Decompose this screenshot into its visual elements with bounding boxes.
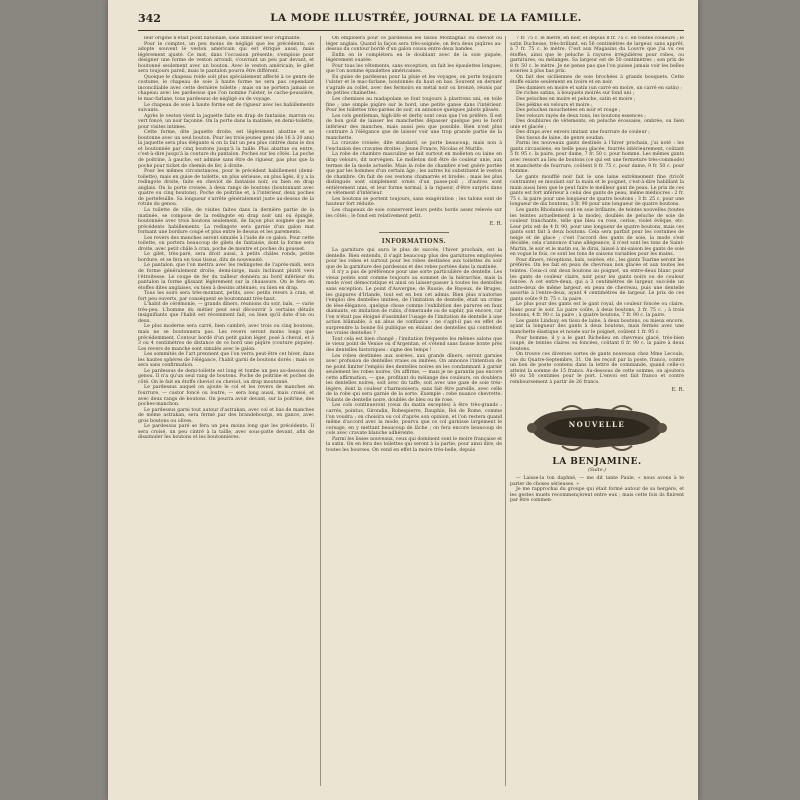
paragraph: L'habit de cérémonie, — grands dîners, réunions du soir, bals, — varie très-peu. L'homme du métier peut seul découvrir à certains détails insignifiants que l'habit est récemment fait, ou bien qu'il date d'un ou deux. (138, 302, 314, 324)
paragraph: Le pardessus auquel on ajoute le col et les revers de manches en fourrure, — castor foncé ou loutre, — sera long aussi, mais croisé, et avec deux rangs de boutons. On pourra avoir devant, sur la poitrine, des poches-manchon. (138, 385, 314, 408)
paragraph: Les sommités de l'art prennent que l'on verra peut-être cet hiver, dans les hautes sphères de l'élégance, l'habit garni de boutons dorés ; mais ce sera sans confirmation. (138, 352, 314, 369)
paragraph: Le pardessus paré se fera un peu moins long que les précédents. Il sera croisé, un peu cintré à la taille, avec sous-patte devant, afin de dissimuler les boutons et les boutonnières. (138, 424, 314, 441)
paragraph: Les revers des manches seront simulés à l'aide de ce galon. Pour cette toilette, on portera beaucoup de gilets de fantaisie, dont la forme sera droite, avec petit châle à cran, poche de montre et poches du gousset. (138, 235, 314, 252)
paragraph: Le plus pour des gants est le gant royal, de couleur foncée ou claire, blanc pour le soir. La paire coûte, à deux boutons, 3 fr. 75 c. ; à trois boutons, 4 fr. 90 c. la paire ; à quatre boutons, 7 fr. 90 c. la paire. (510, 302, 684, 319)
page-number: 342 (138, 12, 161, 25)
paragraph: Des tissus de laine, de genre soudan. (516, 135, 605, 141)
paragraph: De riches satins, à bouquets moirés sur fond uni ; (516, 91, 635, 97)
paragraph: Enfin on le complétera en le doublant avec de la soie piquée, légèrement ouatée. (326, 52, 502, 64)
paragraph: Quoique le chapeau roide soit plus spécialement affecté à ce genre de costume, le chapeau de soie à haute forme ne sera pas cependant inconciliable avec cette dernière toilette ; mais on ne portera jamais ce chapeau avec les pardessus que l'on nomme l'ulster, le cache-poussière, le mac-farlane, tous pardessus de négligé ou de voyage. (138, 74, 314, 103)
paragraph: Les boutons se portent toujours, sans exagération ; les talons sont de hauteur fort réduite. (326, 196, 502, 208)
paragraph: Des peluches mouchetées en noir et rouge ; (516, 108, 621, 114)
paragraph: En guise de pardessus pour la pluie et les voyages, on porte toujours l'ulster et le mac-farlane, boutonnés du haut en bas. Souvent on dernier s'agrafe au collet, avec des fermoirs en métal noir ou bronzé, réunis par de petites chaînettes. (326, 74, 502, 97)
running-title: LA MODE ILLUSTRÉE, JOURNAL DE LA FAMILLE. (270, 12, 582, 24)
paragraph: Les chapeaux de soie conservent leurs petits bords assez relevés sur les côtés ; le fond est relativement petit. (326, 207, 502, 219)
story-subtitle: (Suite.) (588, 467, 606, 473)
paragraph: Cette forme, dite jaquette droite, est légèrement abattue et se boutonne avec un seul bouton. Pour les trois-jeunes gens (de 16 à 20 ans) la jaquette sera plus élégante si on la fait un peu plus cintrée dans le dos et boutonnée par cinq boutons jusqu'à la taille. Plus abattue ou entre, c'est-à-dire jusqu'à la couture du pantalon. Poches sur les côtés. La poche de poitrine, à gauche, est admise sans être de rigueur, pas plus que la poche pour ticket de chemin de fer, à droite. (138, 130, 314, 169)
paragraph: Je me rapprochai du groupe qui était formé autour de sa bergère, et les gestes muets recommençèrent entre eux ; mais cette fois ils finirent par être commen- (510, 487, 684, 504)
column-middle (326, 36, 502, 788)
paragraph: Pour le comptet, un peu moins de négligé que les précédents, on adopte souvent le veston américain qui est étriqué aussi, mais légèrement ajusté. Ce mot, dans l'occasion présente, s'emploie pour désigner une forme de veston arrondi, s'ouvrant un peu par devant, et boutonné seulement avec un bouton. Avec le veston américain, le gilet sera toujours pareil, mais le pantalon pourra être différent. (138, 41, 314, 75)
informations-heading: INFORMATIONS. (381, 237, 447, 245)
paragraph: Pour les mêmes circonstances, pour le précédent habillement (demi-toilette), mais en guise de toilette, un plus sérieuse, on plus âgés, il y a la redingote droite, faite en cheviot de fantaisie noir, ou bien en drap anglais. On la porte croisée, à deux rangs de boutons (boutonnant avec quatre ou cinq boutons). Poche de poitrine et, à l'intérieur, deux poches de portefeuille. Sa longueur s'arrête généralement juste au-dessus de la rotule du genou. (138, 169, 314, 208)
paragraph: Parmi les lisses nouveaux, ceux qui dominent sont le moire française et la satin. On en fera des toilettes qui seront à la partie, pour ainsi dire, de toutes les bourses. On vend en effet la moire très-belle, depuis (326, 436, 502, 453)
paragraph: Parmi les nouveaux gants destinés à l'hiver prochain, j'ai noté : les gants circassiens, en belle peau glacée, fourrés intérieurement, coûtant 5 fr. 95 c. la paire, pour dame, 7 fr. 50 c. pour homme. Les mêmes gants avec ressort au lieu de boutons (ce qui est une fermeture très-commode) et manchette de fourrure, coûtent 8 fr. 75 c. pour dame, 9 fr. 50 c. pour homme. (510, 141, 684, 175)
paragraph: — Laisse-la ton daphné, — me dit tante Paule, « nous avons à te parler de choses sérieuses. » (510, 476, 684, 487)
paragraph: 7 fr. 75 c. le mètre, en noir, et depuis 8 fr. 75 c. en toutes couleurs ; le satin Duchesse, très-brillant, en 56 centimètres de largeur, sans apprêt, à 7 fr. 75 c. le mètre. C'est aux Magasins du Louvre que j'ai vu ces étoffes, ainsi que le peluche à rayures irrégulières pour robes, ou garnitures, ou mélanges. Sa largeur est de 50 centimètres ; son prix de 8 fr. 50 c. le mètre. Je ne pense pas que l'on puisse jamais voir les belles soieries à plus bas prix. (510, 36, 684, 75)
paragraph: Des pékins en velours et moire ; (516, 102, 593, 108)
paragraph: Après le veston vient la jaquette faite en drap de fantaisie, marron ou vert foncé, un noir façonné. On la porte dans la matinée, en demi-toilette, pour visites intimes. (138, 113, 314, 130)
nouvelle-label: NOUVELLE (568, 420, 626, 429)
paragraph: La garniture qui aura le plus de succès, l'hiver prochain, est la dentelle. Bien entendu, il s'agit beaucoup plus des garnitures employées pour les robes et surtout pour les robes destinées aux toilettes du soir que de la garniture des pardessus et des robes portées dans la matinée. (326, 248, 502, 270)
paragraph: Les gants Rhodanés sont en soie brillante, de teintes nouvelles (toutes les teintes actuellement à la mode), doublés de peluche de soie de couleur tranchante, telle que bleu ou rose, cerise, violet évêque, etc. Leur prix est de 4 fr. 90, pour une longueur de quatre boutons, mais ces gants sont fait à deux boutons. Cela sera parfait pour les costumes de neige et de glace ; c'est l'accord des gants de soie, la mode s'est décidée, cela s'annonce d'une allégeance, il n'est sont les tons de Saint-Martin, le soir et le matin ou, le dirai, laissé à mi-saison les gants de soie en vogue le fois, ce sont les tons de saisons variables pour les mains. (510, 207, 684, 258)
paragraph: Le plus moderne sera carré, bien cambré, avec trois ou cinq boutons, mais ne se boutonnera pas. Les revers seront moins longs que précédemment. Contour bordé d'un petit galon léger, posé à cheval, et à 3 ou 4 centimètres de distance de ce bord une piqûre (couture piquée). Les revers de manche sont simulés avec le galon. (138, 324, 314, 352)
paragraph: Les gants Lindsay, en tissu de laine, à deux boutons, ou mieux encore, ayant la longueur des gants à deux boutons, mais fermés avec une manchette élastique et nouée sur le poignet, coûtent 1 fr. 95 c. (510, 318, 684, 335)
paragraph: Les chemises au madapolam se font toujours à plastrons uni, en toile fine ; une simple piqûre sur le bord, une petite ganse dans l'intérieur. Pour les toilettes très-parées de soir, on annonce quelques jabots plissés. (326, 97, 502, 114)
page-header (138, 12, 684, 28)
paragraph: Des damiers en moire et satin (un carré en moire, un carré en satin) ; (516, 85, 682, 91)
paragraph: Des draps avec envers imitant une fourrure de couleur ; (516, 130, 650, 136)
section-divider (379, 232, 449, 233)
column-right (510, 36, 684, 788)
paragraph: leur origine n'était point nationale, sans diminuer leur originalité. (144, 36, 301, 41)
paragraph: On fait des siciliennes de soie brochées à grands bouquets. Cette étoffe existe seulement en ivoire et en noir. (510, 74, 684, 86)
paragraph: On emploiera pour ce pardessus les tissus Montagnac ou cheviot ou léger anglais. Quand la façon sera très-soignée, on fera deux piqûres au-dessus du contour bordé d'un galon cousu entre deux bandes. (326, 36, 502, 53)
paragraph: Le pantalon, que l'on mettra avec les redingotes de l'après-midi, sera de forme généralement droite, demi-large, mais inclinant plutôt vers l'étroitesse. Le coupe de fer du tailleur donnera au bord inférieur du pantalon la forme glissant légèrement sur la chaussure. On le fera en étoffes dites anglaises, ou bien à dessins atténués, ou bien en drap. (138, 263, 314, 291)
signature: E. R. (671, 387, 684, 394)
nouvelle-cartouche (522, 402, 672, 454)
paragraph: Le chapeau de soie à haute forme est de rigueur avec les habillements suivants. (138, 102, 314, 114)
paragraph: Le pardessus garni tout autour d'astrakan, avec col et bas de manches de même astrakan, sera fermé par des brandebourgs, en gance, avec gros boutons ou olives. (138, 407, 314, 424)
paragraph: Il n'y a pas de préférence pour une sorte particulière de dentelle. Les vieux points sont comme toujours au sommet de la hiérarchie, mais la mode n'est démocratique et ainsi on laisser-passer à toutes les dentelles sans exception. Le point d'Auvergne, de Russie, de Bayeux, de Bruges, les guipures d'Irlande, tout est en bon cet admis. Rien plus n'autorise l'emploi des dentelles imitées, de l'imitation de dentelle, était un crime de lèse-élégance, quelque chose comme l'exhibition des parures en faux diamants, en imitation de rubis, d'émeraude ou de saphir, pis encore, car l'on n'était pas éloigné d'assimiler l'usage de l'imitation de dentelle à une action blâmable, à un abus de confiance : ne s'agit-il pas en effet de surprendre la bonne foi publique en étalant des dentelles qui contrefont les vraies dentelles ? (326, 270, 502, 337)
paragraph: Les cols continueront (ceux du matin exceptés) à être très-grands : carrés, pointus, Girondin, Robespierre, Dauphin, Roi de Rome, comme l'on voudra ; on choisira ou col d'après son opinion, et l'on restera quand même d'accord avec la mode, pourvu que ce col garnisse largement le corsage, en y mettant beaucoup de lâche ; on fera encore beaucoup de cols avec cravate blanche adhérente. (326, 403, 502, 437)
paragraph: Le gants moufflé noir fait le une laine extrêmement fine (tricôt contrainte) se moulant sur la main et le poignet, c'est-à-dire habillant la main aussi bien que le peut faire le meilleur gant de peau. Le prix de ces gants est fort inférieur à celui des gants de peau, même médiocres : 2 fr. 75 c. la paire pour une longueur de quatre boutons ; 3 fr. 25 c. pour une longueur de dix boutons, 3 fr. 90 pour une longueur de quatre boutons. (510, 174, 684, 208)
paragraph: Le pardessus de demi-toilette est long et tombe un peu au-dessous du genou. Il n'a qu'un seul rang de boutons. Poche de poitrine et poches de côté. On le fait en étoffe cheviot ou cheviot, un drap moutonné. (138, 368, 314, 385)
paragraph: Pour homme, il y a le gant Richelieu en chevreau glacé, très-bien coupé, de teintes claires ou foncées, coûtant 6 fr. 90 c. la paire à deux boutons. (510, 335, 684, 352)
paragraph: Le gilet, très-paré, sera droit aussi, à petits châles ronds, petite bordure, et se fera en tous tissus, dits de nouveauté. (138, 252, 314, 263)
paragraph: On trouve ces diverses sortes de gants nouveaux chez Mme Lecouls, rue du Quatre-Septembre, 31. On les reçoit par la poste, franco, contre un bon de poste contenu dans la lettre de commande, quand celle-ci atteint la somme de 15 francs. Au-dessous de cette somme, on ajoutera 40 ou 50 centimes pour le port. L'envoi est fait franco et contre remboursement à partir de 26 francs. (510, 352, 684, 385)
paragraph: Des peluches en moire et peluche, satin et moire ; (516, 97, 636, 103)
journal-page (108, 0, 698, 800)
story-title: LA BENJAMINE. (552, 457, 642, 467)
column-left (138, 36, 314, 788)
column-rule (505, 36, 506, 786)
paragraph: Pour tous les vêtements, sans exception, on fait les épaulettes longues, que l'on nomme épaulettes américaines. (326, 63, 502, 75)
header-rule (138, 30, 684, 31)
paragraph: Pour dîners, réceptions, bals, soirées, etc., les gants Tsarine seront les préférés. On les fait en peau de chevreau non glacée et aux toutes les teintes. Ceux-ci ont deux boutons au poignet, un entre-deux blanc pour les gants de couleur claire, noir pour les gants noirs ou de couleur foncée. A cet entre-deux, qui a 3 centimètres de largeur, succède un autre-deux de même largeur, en peau de chevreau, puis une dentelle assortie à l'entre-deux, ayant 4 centimètres de largeur. Le prix de ces gants coûte 9 fr. 75 c. la paire. (510, 257, 684, 302)
paragraph: Les cols gentleman, high-life et derby sont ceux que l'on préfère. Il est de bon goût de laisser les manchettes dépasser quelque peu le bord inférieur des manches, mais aussi peu que possible. Bien n'est plus contraire à l'élégance que de laisser voir une trop grande partie de la manchette. (326, 113, 502, 141)
paragraph: La toilette de ville, de visites faites dans la dernière partie de la matinée, se compose de la redingote en drap noir uni ou épinglé, boutonnée avec trois boutons seulement, de façon plus soignée que les précédents habillements. La redingote sera garnie d'un galon mat formant une bordure coupé et plus entre le dessus et les parements. (138, 207, 314, 236)
paragraph: Les robes destinées aux soirées, aux grands dîners, seront garnies avec profusion de dentelles vraies ou imitées. On annonce l'intention de ne point limiter l'emploi des dentelles noires en les condamnant à garnir seulement les robes noires. On affirme, — mais je ne garantis pas encore cette affirmation, — que, profitant du mélange des couleurs, on doublera les dentelles noires, soit avec du taffe, soit avec une gaze de soie très-légère, dont la couleur s'harmonisera, sans fait être pareille, avec celle de la robe qui sera garnie de la sorte. Exemple : robe nuance chevrette. Volants de dentelle noire, doublés de bleu ou de rose. (326, 353, 502, 403)
paragraph: Des velours rayés de deux tons, les boutons essences ; (516, 113, 646, 119)
paragraph: Tous les soirs sera très-montant, petits, avec petits revers à cran, et fort peu ouverts, par conséquent se boutonnant très-haut. (138, 291, 314, 302)
paragraph: Tout cela est bien changé ; l'imitation fréquente les mêmes salons que le vieux point de Venise ou d'Argentan, et s'étend sans fausse honte près des dentelles historiques : signe des temps ! (326, 336, 502, 353)
column-rule (320, 36, 321, 786)
signature: E. R. (489, 221, 502, 228)
paragraph: La robe de chambre masculine se fait surtout en molleton ou laine en drap velours, dit norvégien. Le molleton doit être de couleur unie, aux termes de la mode actuelle. Mais la robe de chambre n'est guère portée que par les hommes d'un certain âge ; les autres lui substituent le veston de chambre. On fait de ces vestons chamarrés et brodés ; mais les plus distingués sont simplement ornés d'un passe-poil ; d'autres sont entièrement unis, et leur forme normal, à la rigueur, d'être surpris dans ce vêtement d'intérieur. (326, 152, 502, 197)
paragraph: Des doublures de vêtements, en peluche écossaise, ombrée, ou bien unie et glacée ; (510, 119, 684, 130)
paragraph: La cravate croisée, dite standard, se porte beaucoup, mais non à l'exclusion des cravates droites : Jeune France, Nicolas et Murillo. (326, 141, 502, 152)
